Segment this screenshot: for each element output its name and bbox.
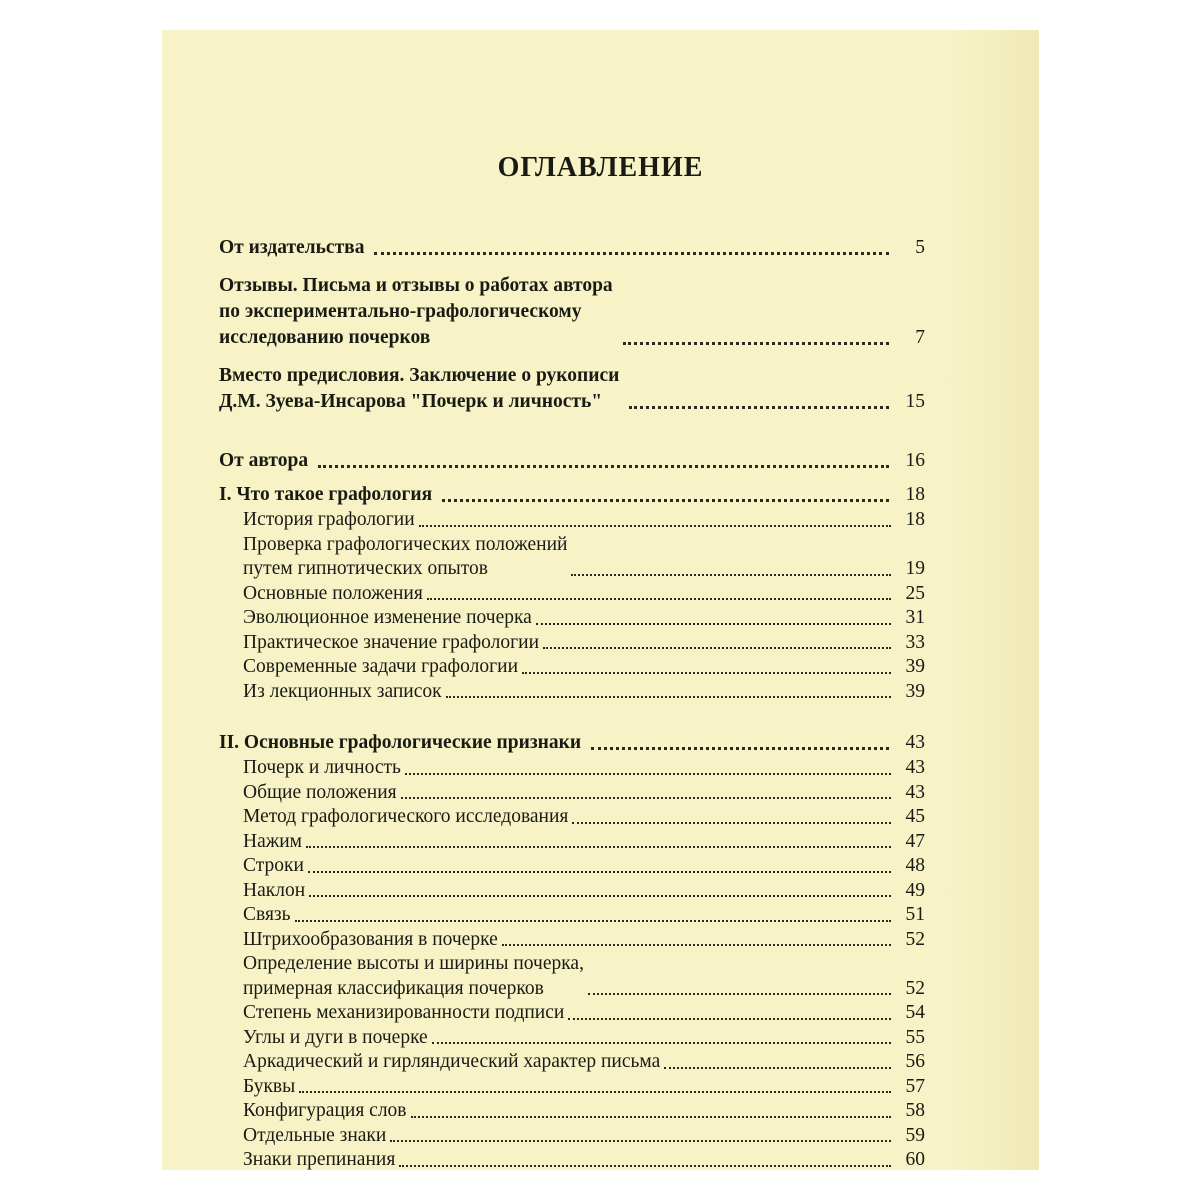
toc-subentry — [219, 582, 925, 607]
toc-subentry — [219, 805, 925, 830]
toc-subentry-label: Почерк и личность — [243, 757, 401, 778]
dot-leader — [588, 993, 891, 995]
toc-section-2 — [219, 730, 925, 756]
toc-entry-page: 45 — [905, 806, 925, 827]
toc-subentry-label: История графологии — [243, 509, 415, 530]
toc-subentry-label: Нажим — [243, 830, 302, 852]
dot-leader — [308, 871, 891, 873]
toc-entry-page: 49 — [905, 879, 925, 901]
toc-subentry-label: Из лекционных записок — [243, 680, 442, 702]
toc-subentry — [219, 928, 925, 953]
dot-leader — [522, 672, 891, 674]
toc-section-label: II. Основные графологические признаки — [219, 732, 582, 753]
toc-subentry — [219, 756, 925, 781]
toc-subentry — [219, 655, 925, 680]
toc-subentry — [219, 1026, 925, 1051]
toc-entry-page: 43 — [905, 732, 925, 753]
toc-entry-reviews — [219, 273, 925, 351]
toc-subentry-label: Конфигурация слов — [243, 1100, 407, 1121]
toc-entry-page: 51 — [905, 904, 925, 925]
toc-subentry — [219, 854, 925, 879]
dot-leader — [419, 525, 891, 527]
toc-subentry — [219, 1050, 925, 1075]
book-page — [162, 30, 1039, 1170]
dot-leader — [536, 623, 891, 625]
toc-entry-preface — [219, 363, 925, 415]
dot-leader — [446, 696, 891, 698]
toc-subentry — [219, 508, 925, 533]
dot-leader — [543, 647, 891, 649]
dot-leader — [623, 342, 889, 345]
toc-subentry — [219, 1148, 925, 1173]
toc-entry-page: 54 — [905, 1002, 925, 1023]
toc-entry-label: От автора — [219, 450, 309, 471]
toc-entry-page: 59 — [905, 1124, 925, 1146]
toc-subentry-label: Углы и дуги в почерке — [243, 1026, 428, 1048]
toc-entry-page: 39 — [905, 680, 925, 702]
toc-subentry-label: Определение высоты и ширины почерка, примерная классификация почерков — [243, 953, 584, 999]
dot-leader — [629, 406, 889, 409]
toc-entry-page: 48 — [905, 855, 925, 876]
toc-entry-page: 18 — [905, 484, 925, 505]
toc-subentry — [219, 606, 925, 631]
toc-subentry-label: Наклон — [243, 879, 306, 901]
toc-entry-page: 52 — [905, 977, 925, 999]
dot-leader — [571, 574, 891, 576]
toc-subentry — [219, 1001, 925, 1026]
toc-subentry-label: Практическое значение графологии — [243, 631, 540, 653]
toc-entry-page: 58 — [905, 1100, 925, 1121]
page-edge-shading — [949, 30, 1039, 1170]
toc-entry-page: 25 — [905, 582, 925, 604]
dot-leader — [405, 773, 891, 775]
toc-subentry — [219, 1124, 925, 1149]
toc-subentry — [219, 533, 925, 582]
toc-entry-page: 19 — [905, 558, 925, 579]
toc-subentry-label: Метод графологического исследования — [243, 806, 569, 827]
toc-subentry-label: Основные положения — [243, 582, 423, 604]
dot-leader — [432, 1042, 891, 1044]
toc-subentry — [219, 680, 925, 705]
toc-entry-author — [219, 448, 925, 474]
toc-entry-page: 7 — [915, 327, 925, 348]
dot-leader — [374, 252, 889, 255]
toc-entry-page: 15 — [905, 391, 925, 412]
toc-subentry — [219, 781, 925, 806]
toc-entry-page: 43 — [905, 781, 925, 803]
dot-leader — [295, 920, 891, 922]
toc-subentry-label: Отдельные знаки — [243, 1124, 387, 1146]
toc-subentry — [219, 1075, 925, 1100]
toc-entry-label: От издательства — [219, 237, 365, 258]
toc-entry-page: 18 — [905, 509, 925, 530]
toc-entry-page: 47 — [905, 830, 925, 852]
dot-leader — [572, 822, 891, 824]
table-of-contents — [219, 235, 925, 1173]
dot-leader — [411, 1116, 891, 1118]
dot-leader — [299, 1091, 891, 1093]
toc-subentry-label: Аркадический и гирляндический характер письма — [243, 1051, 661, 1072]
toc-subentry-label: Современные задачи графологии — [243, 656, 519, 677]
toc-entry-page: 56 — [905, 1051, 925, 1072]
dot-leader — [390, 1140, 891, 1142]
dot-leader — [427, 598, 891, 600]
toc-subentry-label: Штрихообразования в почерке — [243, 928, 498, 950]
toc-entry-page: 43 — [905, 757, 925, 778]
dot-leader — [318, 465, 889, 468]
toc-entry-page: 52 — [905, 928, 925, 950]
toc-subentry-label: Буквы — [243, 1075, 296, 1097]
dot-leader — [502, 944, 891, 946]
toc-entry-page: 55 — [905, 1026, 925, 1048]
toc-entry-page: 5 — [915, 237, 925, 258]
toc-entry-page: 57 — [905, 1075, 925, 1097]
dot-leader — [664, 1067, 891, 1069]
dot-leader — [309, 895, 891, 897]
toc-subentry — [219, 830, 925, 855]
toc-entry-page: 16 — [905, 450, 925, 471]
toc-entry-page: 31 — [905, 607, 925, 628]
toc-entry-page: 33 — [905, 631, 925, 653]
dot-leader — [591, 747, 889, 750]
toc-subentry-label: Эволюционное изменение почерка — [243, 607, 532, 628]
toc-entry-label: Вместо предисловия. Заключение о рукописи Д.М. Зуева-Инсарова "Почерк и личность" — [219, 365, 620, 412]
dot-leader — [442, 499, 889, 502]
dot-leader — [306, 846, 891, 848]
page-title: ОГЛАВЛЕНИЕ — [497, 152, 704, 183]
dot-leader — [568, 1018, 891, 1020]
toc-entry-label: Отзывы. Письма и отзывы о работах автора по экспериментально-графологическому исследованию почерков — [219, 275, 613, 348]
toc-subentry — [219, 903, 925, 928]
toc-entry-page: 60 — [905, 1149, 925, 1170]
toc-subentry-label: Связь — [243, 904, 291, 925]
toc-section-label: I. Что такое графология — [219, 484, 433, 505]
toc-entry-page: 39 — [905, 656, 925, 677]
toc-subentry — [219, 631, 925, 656]
toc-subentry-label: Знаки препинания — [243, 1149, 396, 1170]
toc-subentry-label: Проверка графологических положений путем гипнотических опытов — [243, 533, 568, 579]
toc-subentry-label: Строки — [243, 855, 304, 876]
toc-subentry-label: Степень механизированности подписи — [243, 1002, 565, 1023]
dot-leader — [401, 797, 891, 799]
toc-subentry — [219, 879, 925, 904]
toc-entry-publisher — [219, 235, 925, 261]
toc-subentry — [219, 952, 925, 1001]
dot-leader — [399, 1165, 891, 1167]
toc-subentry-label: Общие положения — [243, 781, 397, 803]
toc-section-1 — [219, 482, 925, 508]
toc-subentry — [219, 1099, 925, 1124]
